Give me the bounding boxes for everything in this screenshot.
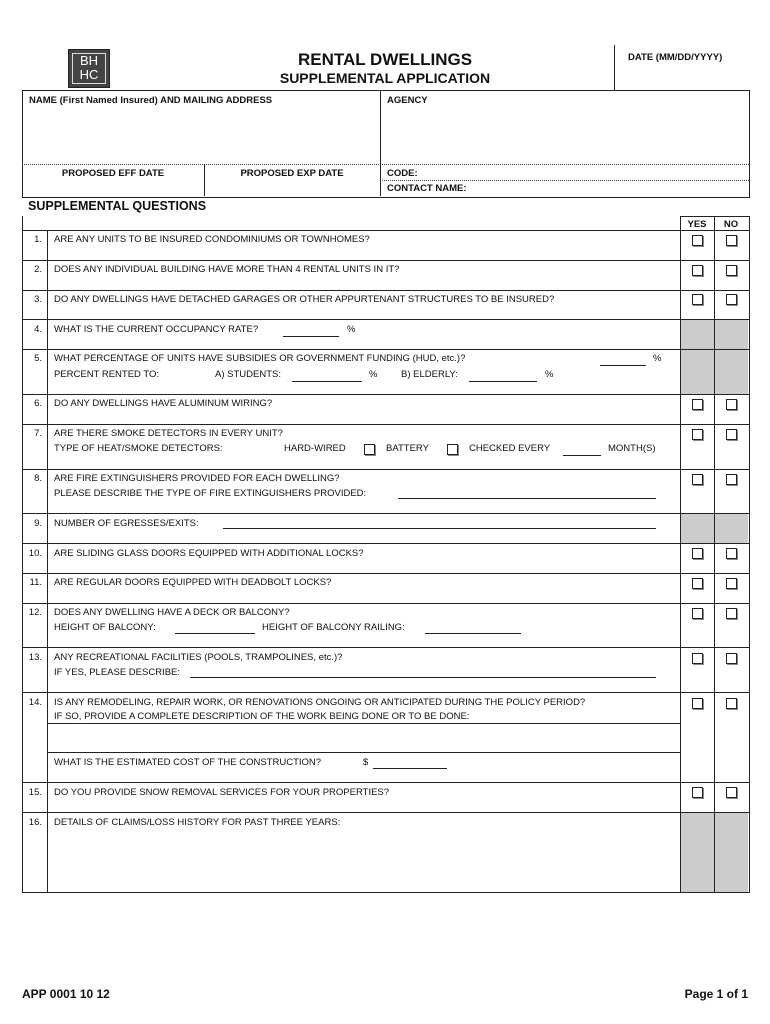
question-number: 3. [34, 294, 42, 305]
eff-date-field[interactable] [23, 180, 203, 195]
question-3-text: DO ANY DWELLINGS HAVE DETACHED GARAGES OR OTHER APPURTENANT STRUCTURES TO BE INSURED? [54, 294, 555, 305]
agency-label: AGENCY [387, 95, 428, 106]
q13-no-checkbox[interactable] [726, 653, 737, 664]
recreation-describe-label: IF YES, PLEASE DESCRIBE: [54, 667, 181, 678]
question-8-text: ARE FIRE EXTINGUISHERS PROVIDED FOR EACH DWELLING? [54, 473, 340, 484]
question-number: 4. [34, 324, 42, 335]
question-14-text: IS ANY REMODELING, REPAIR WORK, OR RENOVATIONS ONGOING OR ANTICIPATED DURING THE POLICY PERIOD? [54, 697, 586, 708]
question-4-text: WHAT IS THE CURRENT OCCUPANCY RATE? [54, 324, 259, 335]
extinguisher-type-label: PLEASE DESCRIBE THE TYPE OF FIRE EXTINGUISHERS PROVIDED: [54, 488, 367, 499]
q6-no-checkbox[interactable] [726, 399, 737, 410]
question-number: 8. [34, 473, 42, 484]
egresses-field[interactable] [223, 528, 656, 529]
balcony-height-field[interactable] [175, 633, 255, 634]
q1-yes-checkbox[interactable] [692, 235, 703, 246]
question-11-text: ARE REGULAR DOORS EQUIPPED WITH DEADBOLT LOCKS? [54, 577, 332, 588]
construction-cost-label: WHAT IS THE ESTIMATED COST OF THE CONSTRUCTION? [54, 757, 322, 768]
battery-label: BATTERY [386, 443, 429, 454]
page-number: Page 1 of 1 [684, 987, 748, 1001]
question-13-text: ANY RECREATIONAL FACILITIES (POOLS, TRAMPOLINES, etc.)? [54, 652, 343, 663]
q14-no-checkbox[interactable] [726, 698, 737, 709]
railing-height-label: HEIGHT OF BALCONY RAILING: [262, 622, 405, 633]
question-number: 2. [34, 264, 42, 275]
question-number: 11. [29, 577, 42, 588]
q2-yes-checkbox[interactable] [692, 265, 703, 276]
q8-no-checkbox[interactable] [726, 474, 737, 485]
question-2-text: DOES ANY INDIVIDUAL BUILDING HAVE MORE THAN 4 RENTAL UNITS IN IT? [54, 264, 400, 275]
q7-yes-checkbox[interactable] [692, 429, 703, 440]
q8-yes-checkbox[interactable] [692, 474, 703, 485]
months-label: MONTH(S) [608, 443, 656, 454]
question-number: 9. [34, 518, 42, 529]
q10-yes-checkbox[interactable] [692, 548, 703, 559]
question-12-text: DOES ANY DWELLING HAVE A DECK OR BALCONY? [54, 607, 290, 618]
checked-every-label: CHECKED EVERY [469, 443, 551, 454]
q6-yes-checkbox[interactable] [692, 399, 703, 410]
students-label: A) STUDENTS: [215, 369, 281, 380]
railing-height-field[interactable] [425, 633, 521, 634]
occupancy-rate-field[interactable] [283, 336, 339, 337]
q11-yes-checkbox[interactable] [692, 578, 703, 589]
question-7-text: ARE THERE SMOKE DETECTORS IN EVERY UNIT? [54, 428, 283, 439]
q10-no-checkbox[interactable] [726, 548, 737, 559]
detector-type-label: TYPE OF HEAT/SMOKE DETECTORS: [54, 443, 223, 454]
name-address-label: NAME (First Named Insured) AND MAILING ADDRESS [29, 95, 273, 106]
company-logo [68, 49, 110, 88]
subsidy-percent-field[interactable] [600, 365, 646, 366]
logo-top-text: BH [79, 53, 99, 68]
form-code: APP 0001 10 12 [22, 987, 110, 1001]
agency-field[interactable] [381, 108, 747, 163]
section-title: SUPPLEMENTAL QUESTIONS [28, 199, 207, 213]
q12-no-checkbox[interactable] [726, 608, 737, 619]
question-number: 14. [28, 697, 42, 708]
question-number: 10. [28, 548, 42, 559]
eff-date-label: PROPOSED EFF DATE [61, 168, 165, 179]
elderly-percent-field[interactable] [469, 381, 537, 382]
question-6-text: DO ANY DWELLINGS HAVE ALUMINUM WIRING? [54, 398, 273, 409]
question-9-text: NUMBER OF EGRESSES/EXITS: [54, 518, 199, 529]
balcony-height-label: HEIGHT OF BALCONY: [54, 622, 156, 633]
question-number: 1. [34, 234, 42, 245]
no-column-header: NO [723, 219, 739, 230]
q13-yes-checkbox[interactable] [692, 653, 703, 664]
elderly-percent-sign: % [545, 369, 554, 380]
question-number: 15. [28, 787, 42, 798]
q2-no-checkbox[interactable] [726, 265, 737, 276]
elderly-label: B) ELDERLY: [401, 369, 458, 380]
students-percent-sign: % [369, 369, 378, 380]
q12-yes-checkbox[interactable] [692, 608, 703, 619]
q15-yes-checkbox[interactable] [692, 787, 703, 798]
exp-date-field[interactable] [205, 180, 379, 195]
remodel-description-field[interactable] [48, 724, 679, 751]
occupancy-percent-sign: % [347, 324, 356, 335]
hardwired-checkbox[interactable] [364, 444, 375, 455]
question-1-text: ARE ANY UNITS TO BE INSURED CONDOMINIUMS OR TOWNHOMES? [54, 234, 370, 245]
subsidy-percent-sign: % [653, 353, 662, 364]
extinguisher-type-field[interactable] [398, 498, 656, 499]
hardwired-label: HARD-WIRED [284, 443, 346, 454]
question-number: 12. [28, 607, 42, 618]
students-percent-field[interactable] [292, 381, 362, 382]
question-10-text: ARE SLIDING GLASS DOORS EQUIPPED WITH ADDITIONAL LOCKS? [54, 548, 364, 559]
q1-no-checkbox[interactable] [726, 235, 737, 246]
q14-yes-checkbox[interactable] [692, 698, 703, 709]
logo-bottom-text: HC [79, 67, 99, 82]
checked-every-field[interactable] [563, 455, 601, 456]
exp-date-label: PROPOSED EXP DATE [240, 168, 344, 179]
q11-no-checkbox[interactable] [726, 578, 737, 589]
question-number: 13. [28, 652, 42, 663]
question-number: 7. [34, 428, 42, 439]
question-number: 5. [34, 353, 42, 364]
q15-no-checkbox[interactable] [726, 787, 737, 798]
claims-history-field[interactable] [48, 830, 679, 890]
q3-yes-checkbox[interactable] [692, 294, 703, 305]
date-label: DATE (MM/DD/YYYY) [628, 52, 723, 63]
form-subtitle: SUPPLEMENTAL APPLICATION [279, 70, 491, 86]
question-15-text: DO YOU PROVIDE SNOW REMOVAL SERVICES FOR YOUR PROPERTIES? [54, 787, 390, 798]
question-number: 16. [28, 817, 42, 828]
contact-name-label: CONTACT NAME: [387, 183, 467, 194]
yes-column-header: YES [687, 219, 707, 230]
q7-no-checkbox[interactable] [726, 429, 737, 440]
construction-cost-field[interactable] [373, 768, 447, 769]
name-address-field[interactable] [23, 108, 379, 163]
percent-rented-label: PERCENT RENTED TO: [54, 369, 160, 380]
question-number: 6. [34, 398, 42, 409]
recreation-describe-field[interactable] [190, 677, 656, 678]
question-16-text: DETAILS OF CLAIMS/LOSS HISTORY FOR PAST THREE YEARS: [54, 817, 341, 828]
q3-no-checkbox[interactable] [726, 294, 737, 305]
remodel-description-label: IF SO, PROVIDE A COMPLETE DESCRIPTION OF THE WORK BEING DONE OR TO BE DONE: [54, 711, 470, 722]
battery-checkbox[interactable] [447, 444, 458, 455]
question-5-text: WHAT PERCENTAGE OF UNITS HAVE SUBSIDIES OR GOVERNMENT FUNDING (HUD, etc.)? [54, 353, 466, 364]
form-title: RENTAL DWELLINGS [297, 50, 473, 69]
code-label: CODE: [387, 168, 418, 179]
dollar-sign: $ [363, 757, 369, 768]
